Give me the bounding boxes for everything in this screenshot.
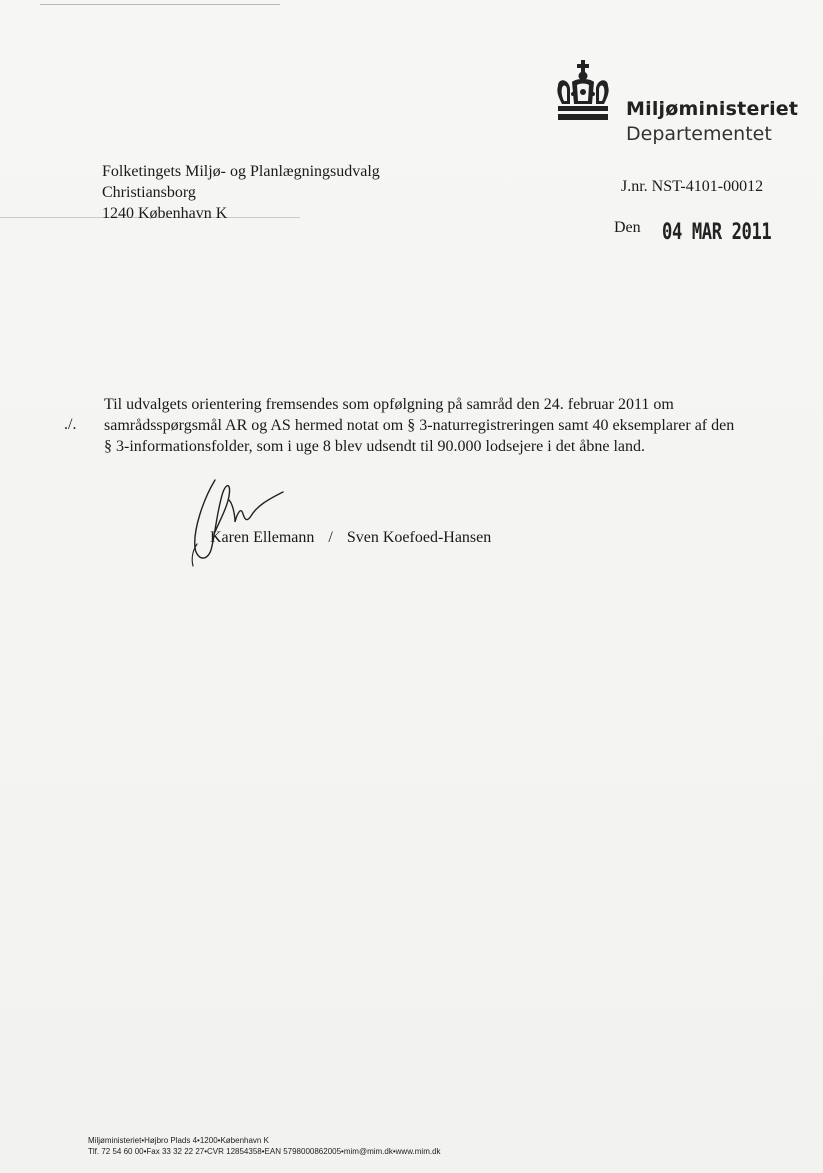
signer-first: Karen Ellemann	[210, 529, 315, 546]
signer-separator: /	[328, 529, 333, 546]
recipient-line-1: Folketingets Miljø- og Planlægningsudvalg	[102, 163, 380, 180]
signers	[210, 529, 491, 547]
recipient-line-2: Christiansborg	[102, 184, 196, 201]
ministry-name: Miljøministeriet	[626, 98, 799, 120]
department-name: Departementet	[626, 123, 772, 145]
letter-body	[104, 394, 794, 457]
signer-second: Sven Koefoed-Hansen	[346, 529, 492, 546]
signature-icon	[185, 470, 295, 570]
scan-artifact-top	[40, 4, 280, 5]
journal-number: J.nr. NST-4101-00012	[621, 178, 764, 195]
footer	[88, 1135, 441, 1157]
body-line-1: Til udvalgets orientering fremsendes som opfølgning på samråd den 24. februar 2011 om	[104, 396, 674, 413]
recipient-line-3: 1240 København K	[102, 205, 228, 222]
enclosure-mark: ./.	[64, 416, 77, 433]
body-line-3: § 3-informationsfolder, som i uge 8 blev udsendt til 90.000 lodsejere i det åbne land.	[104, 438, 646, 455]
recipient-address	[102, 161, 380, 224]
footer-line-1: Miljøministeriet•Højbro Plads 4•1200•København K	[88, 1136, 269, 1145]
crown-icon	[552, 58, 614, 122]
date-stamp: 04 MAR 2011	[662, 220, 772, 245]
body-line-2: samrådsspørgsmål AR og AS hermed notat om § 3-naturregistreringen samt 40 eksemplarer af den	[104, 417, 735, 434]
footer-line-2: Tlf. 72 54 60 00•Fax 33 32 22 27•CVR 12854358•EAN 5798000862005•mim@mim.dk•www.mim.dk	[88, 1147, 441, 1156]
date-label: Den	[614, 219, 641, 236]
